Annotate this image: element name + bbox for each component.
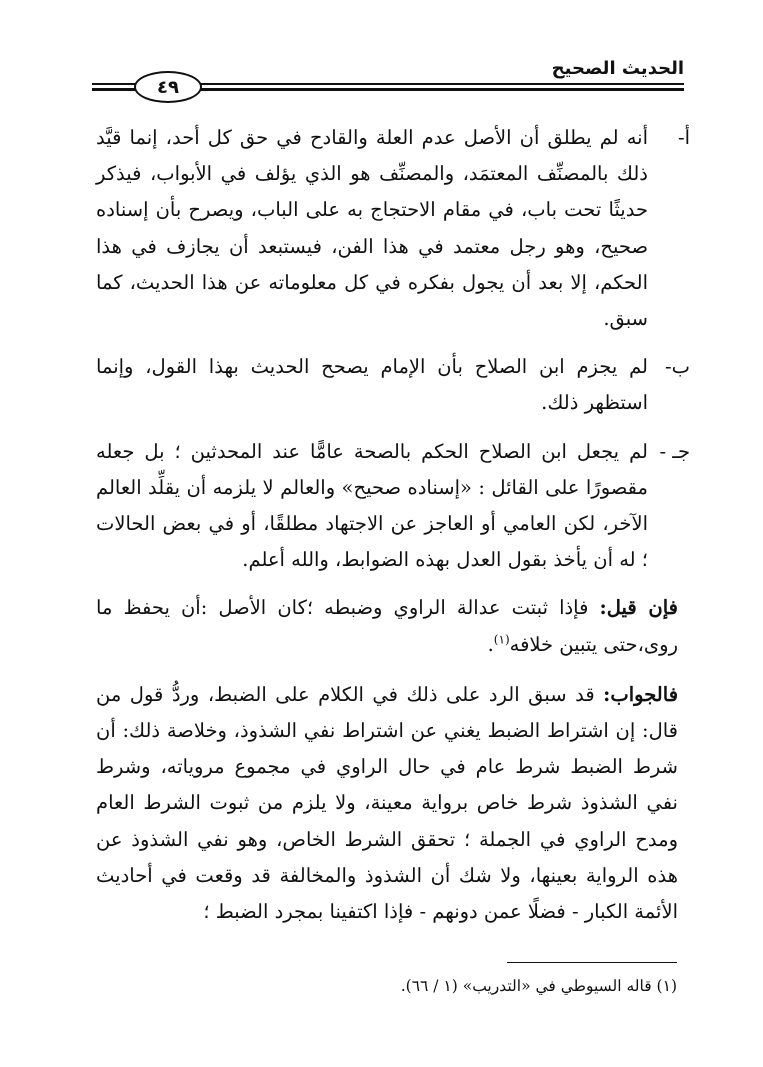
list-item-text: أنه لم يطلق أن الأصل عدم العلة والقادح في حق كل أحد، إنما قيَّد ذلك بالمصنِّف المعتمَد، والمصنِّف هو الذي يؤلف في الأبواب، فيذكر حديثًا تحت باب، في مقام الاحتجاج به على الباب، ويصرح بأن إسناده صحيح، وهو رجل معتمد في هذا الفن، فيستبعد أن يجازف في هذا الحكم، إلا بعد أن يجول بفكره في كل معلوماته عن هذا الحديث، كما سبق.	[96, 126, 648, 331]
answer-paragraph	[96, 677, 678, 930]
page-number-oval	[134, 71, 202, 103]
spacer	[96, 422, 678, 434]
running-title: الحديث الصحيح	[551, 58, 684, 79]
answer-lead: فالجواب:	[603, 682, 679, 706]
question-paragraph	[96, 590, 678, 662]
footnote-separator	[507, 962, 677, 963]
list-marker: أ-	[677, 126, 690, 149]
footnote: (١) قاله السيوطي في «التدريب» (١ / ٦٦).	[400, 977, 677, 995]
spacer	[96, 337, 678, 349]
spacer	[96, 578, 678, 590]
spacer	[96, 663, 678, 677]
page-header	[92, 58, 684, 108]
page-body	[96, 120, 690, 930]
answer-text: قد سبق الرد على ذلك في الكلام على الضبط، وردُّ قول من قال: إن اشتراط الضبط يغني عن اشتراط نفي الشذوذ، وخلاصة ذلك: أن شرط الضبط شرط عام في حال الراوي في مجموع مروياته، وشرط نفي الشذوذ شرط خاص برواية معينة، ولا يلزم من ثبوت الشرط العام ومدح الراوي في الجملة ؛ تحقق الشرط الخاص، وهو نفي الشذوذ عن هذه الرواية بعينها، ولا شك أن الشذوذ والمخالفة قد وقعت في أحاديث الأئمة الكبار - فضلًا عمن دونهم - فإذا اكتفينا بمجرد الضبط ؛	[96, 682, 678, 924]
list-item-b	[96, 349, 690, 421]
page-number: ٤٩	[157, 76, 179, 98]
list-marker: جـ -	[659, 439, 690, 463]
question-end: .	[487, 632, 494, 656]
list-item-c	[96, 434, 690, 579]
list-item-text: لم يجزم ابن الصلاح بأن الإمام يصحح الحديث بهذا القول، وإنما استظهر ذلك.	[96, 355, 648, 415]
question-lead: فإن قيل:	[599, 596, 678, 620]
footnote-ref: (١)	[493, 632, 510, 647]
list-marker: ب-	[665, 355, 690, 379]
list-item-a	[96, 120, 690, 337]
list-item-text: لم يجعل ابن الصلاح الحكم بالصحة عامًّا عند المحدثين ؛ بل جعله مقصورًا على القائل : «إسناده صحيح» والعالم لا يلزمه أن يقلِّد العالم الآخر، لكن العامي أو العاجز عن الاجتهاد مطلقًا، أو في بعض الحالات ؛ له أن يأخذ بقول العدل بهذه الضوابط، والله أعلم.	[96, 439, 648, 572]
question-text: فإذا ثبتت عدالة الراوي وضبطه ؛كان الأصل :أن يحفظ ما روى،حتى يتبين خلافه	[96, 596, 678, 656]
